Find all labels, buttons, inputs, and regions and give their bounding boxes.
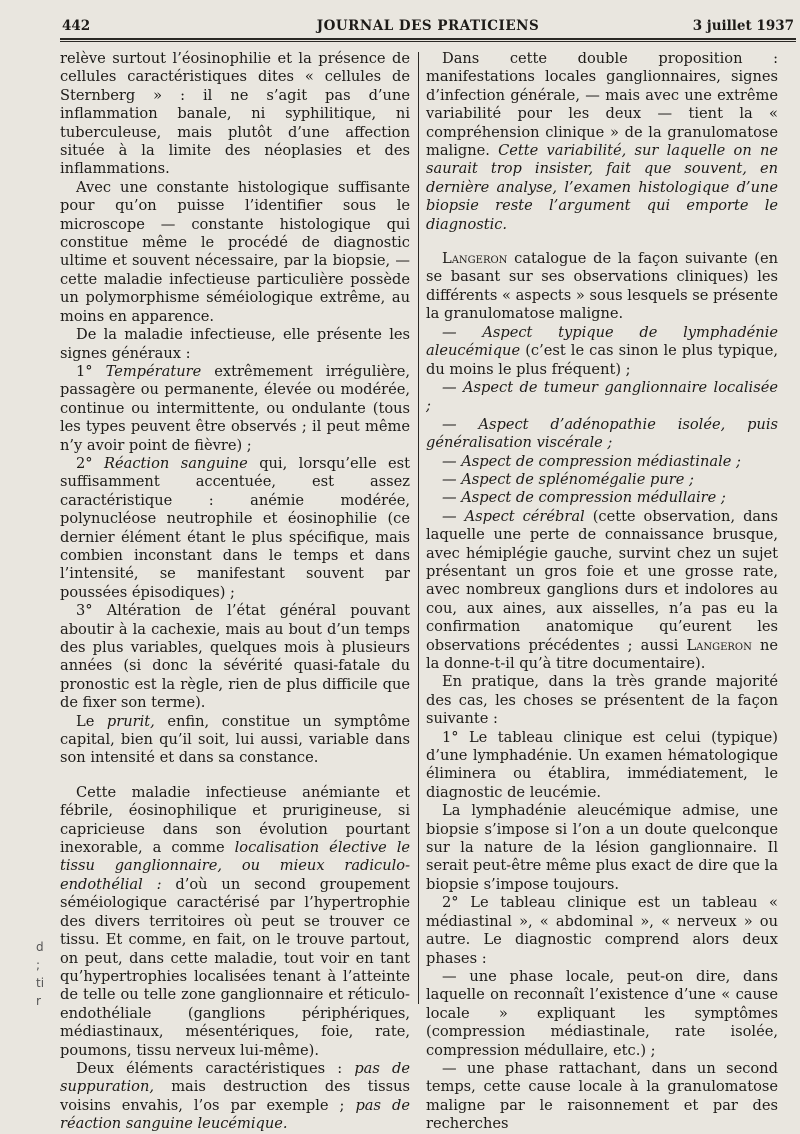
paragraph [60,713,410,768]
text-run: d’où un second groupement séméiologique caractérisé par l’hypertrophie des divers territoires où peut se trouver ce tissu. Et comme, en fait, on le trouve partout, on peut, dans cette maladie, tout voir en tant qu’hypertrophies localisées tenant à l’atteinte de telle ou telle zone ganglionnaire et réticulo-endothéliale (ganglions périphériques, médiastinaux, mésentériques, foie, rate, poumons, tissu nerveux lui-même). [60,875,410,1059]
text-run: mais destruction des tissus voisins envahis, l’os par exemple ; [60,1078,410,1114]
text-run: Cette maladie infectieuse anémiante et fébrile, éosinophilique et prurigineuse, si capricieuse dans son évolution pourtant inexorable, a comme [60,783,410,857]
list-item [60,602,410,712]
paragraph [426,250,778,324]
header-rule [60,38,796,40]
emphasis: Cette variabilité, sur laquelle on ne saurait trop insister, fait que souvent, en dernière analyse, l’examen histologique d’une biopsie reste l’argument qui emporte le diagnostic. [426,142,778,233]
author-name: Langeron [442,250,508,268]
margin-notes: d ; ti r [36,940,45,1008]
text-run: (c’est le cas sinon le plus typique, du moins le plus fréquent) ; [426,342,778,378]
paragraph: Avec une constante histologique suffisante pour qu’on puisse l’identifier sous le microscope — constante histologique qui constitue même le procédé de diagnostic ultime et souvent nécessaire, par la biopsie, — cette maladie infectieuse particulière possède un polymorphisme séméiologique extrême, au moins en apparence. [60,178,410,325]
emphasis: pas de suppuration, [60,1059,410,1096]
paragraph: relève surtout l’éosinophilie et la présence de cellules caractéristiques dites « cellules de Sternberg » : il ne s’agit pas d’une inflammation banale, ni syphilitique, ni tuberculeuse, mais plutôt d’une affection située à la limite des néoplasies et des inflammations. [60,50,410,178]
list-number: 3° [76,602,93,620]
text-run: Le [76,712,107,730]
text-run: enfin, constitue un symptôme capital, bien qu’il soit, lui aussi, variable dans son intensité et dans sa constance. [60,712,410,767]
text-run: Dans cette double proposition : manifestations locales ganglionnaires, signes d’infection générale, — mais avec une extrême variabilité pour les deux — tient la « compréhension clinique » de la granulomatose maligne. [426,50,778,160]
text-run: (cette observation, dans laquelle une perte de connaissance brusque, avec hémiplégie gauche, survint chez un sujet présentant un gros foie et une grosse rate, avec nombreux ganglions durs et indolores au cou, aux aines, aux aisselles, n’a pas eu la confirmation anatomique qu’eurent les observations précédentes ; aussi [426,507,778,654]
list-item [426,508,778,674]
paragraph: — une phase locale, peut-on dire, dans laquelle on reconnaît l’existence d’une « cause locale » expliquant les symptômes (compression médiastinale, rate isolée, compression médullaire, etc.) ; [426,967,778,1059]
column-divider [418,52,419,1004]
paragraph: La lymphadénie aleucémique admise, une biopsie s’impose si l’on a un doute quelconque sur la nature de la lésion ganglionnaire. Il serait peut-être même plus exact de dire que la biopsie s’impose toujours. [426,802,778,893]
emphasis: — Aspect de compression médullaire ; [442,489,726,507]
list-item [426,379,778,416]
list-text: extrêmement irrégulière, passagère ou permanente, élevée ou modérée, continue ou intermittente, ou ondulante (tous les types peuvent être observés ; il peut même n’y avoir point de fièvre) ; [60,362,411,454]
list-number: 1° [76,362,93,380]
list-text: Altération de l’état général pouvant aboutir à la cachexie, mais au bout d’un temps des plus variables, quelques mois à plusieurs années (si donc la sévérité quasi-fatale du pronostic est la règle, rien de plus difficile que de fixer son terme). [60,602,410,712]
page-number: 442 [62,18,91,34]
list-number: 2° [76,454,93,472]
header-rule-secondary [60,41,796,42]
emphasis: — Aspect de splénomégalie pure ; [442,470,694,488]
paragraph [60,784,410,1060]
page-header [62,14,794,38]
paragraph: En pratique, dans la très grande majorité des cas, les choses se présentent de la façon suivante : [426,673,778,728]
right-column [426,50,778,1134]
list-item [426,471,778,489]
emphasis: — Aspect de tumeur ganglionnaire localisée ; [426,378,778,415]
emphasis: Réaction sanguine [104,454,248,472]
emphasis: localisation élective le tissu ganglionnaire, ou mieux radiculo-endothélial : [60,839,410,893]
emphasis: prurit, [106,712,155,730]
list-item [426,453,778,471]
emphasis: pas de réaction sanguine leucémique. [60,1096,410,1133]
list-item [60,363,410,455]
paragraph: De la maladie infectieuse, elle présente les signes généraux : [60,326,410,362]
paragraph [60,1060,410,1134]
emphasis: — Aspect de compression médiastinale ; [442,452,741,470]
author-name: Langeron [686,636,752,654]
left-column [60,50,410,1134]
emphasis: — Aspect typique de lymphadénie aleucémique [426,323,778,360]
journal-title: JOURNAL DES PRATICIENS [316,18,540,34]
emphasis: — Aspect d’adénopathie isolée, puis généralisation viscérale ; [426,415,778,452]
list-item [426,489,778,507]
emphasis: — Aspect cérébral [442,507,585,525]
paragraph: — une phase rattachant, dans un second temps, cette cause locale à la granulomatose maligne par le raisonnement et par des recherches [426,1059,778,1133]
paragraph: 2° Le tableau clinique est un tableau « médiastinal », « abdominal », « nerveux » ou autre. Le diagnostic comprend alors deux phases : [426,894,778,967]
list-item [426,416,778,453]
list-item [426,324,778,379]
paragraph [426,50,778,234]
text-run: Deux éléments caractéristiques : [76,1059,355,1077]
issue-date: 3 juillet 1937 [692,18,794,34]
emphasis: Température [105,362,202,380]
list-text: qui, lorsqu’elle est suffisamment accentuée, est assez caractéristique : anémie modérée, polynucléose neutrophile et éosinophilie (ce dernier élément étant le plus spécifique, mais combien inconstant dans le temps et dans l’intensité, se manifestant souvent par poussées épisodiques) ; [60,454,411,601]
text-run: catalogue de la façon suivante (en se basant sur ses observations cliniques) les différents « aspects » sous lesquels se présente la granulomatose maligne. [426,250,779,323]
list-item [60,455,410,602]
paragraph: 1° Le tableau clinique est celui (typique) d’une lymphadénie. Un examen hématologique éliminera ou établira, immédiatement, le diagnostic de leucémie. [426,728,778,801]
text-run: ne la donne-t-il qu’à titre documentaire). [426,636,778,672]
